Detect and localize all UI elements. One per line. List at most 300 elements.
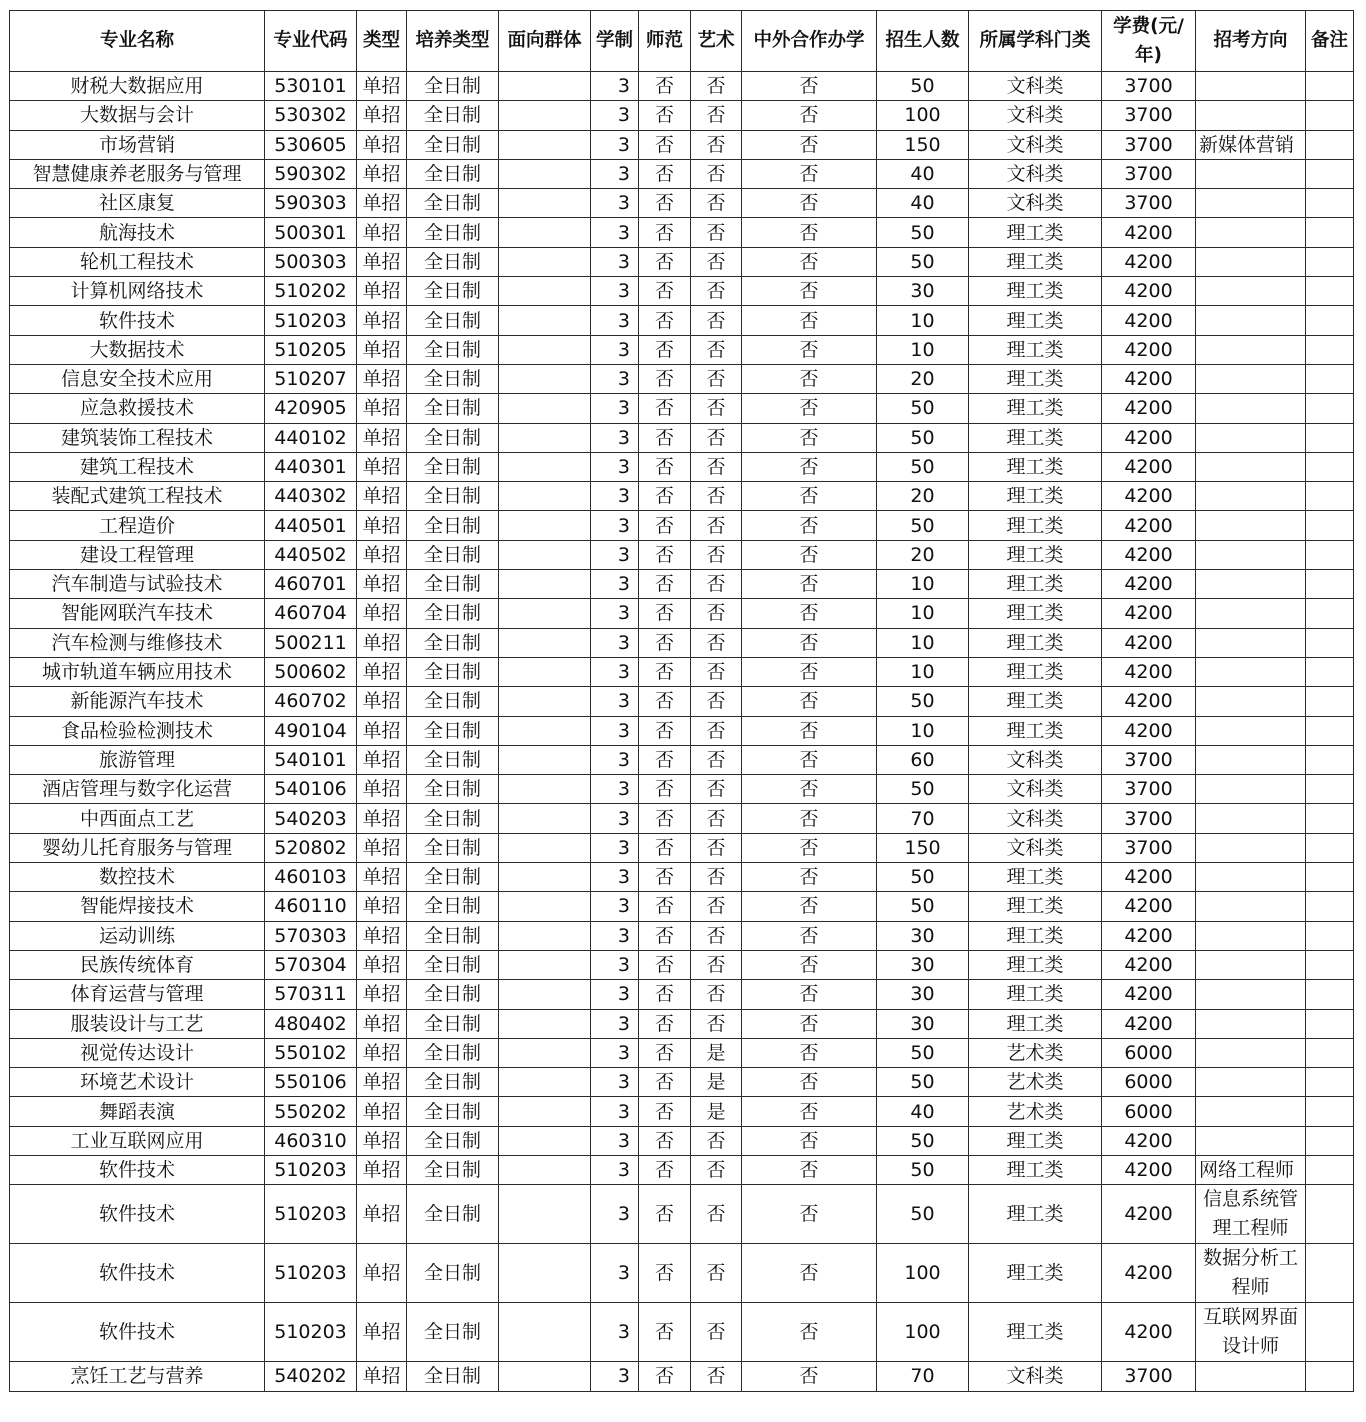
subject-category-cell: 文科类 [969,1362,1102,1391]
major-code-cell: 500303 [265,247,357,276]
study-years-cell: 3 [591,687,639,716]
major-code-cell: 530101 [265,72,357,101]
exam-direction-cell [1196,1038,1306,1067]
table-row [10,1303,1354,1362]
enrollment-count-cell: 50 [877,1155,969,1184]
normal-flag-cell: 否 [639,1244,691,1303]
table-row [10,452,1354,481]
table-row [10,1009,1354,1038]
sino-foreign-flag-cell: 否 [742,716,877,745]
art-flag-cell: 否 [691,628,742,657]
art-flag-cell: 否 [691,745,742,774]
enrollment-count-cell: 150 [877,130,969,159]
admission-type-cell: 单招 [357,1244,407,1303]
table-body [10,72,1354,1392]
sino-foreign-flag-cell: 否 [742,1185,877,1244]
note-cell [1306,247,1354,276]
table-row [10,716,1354,745]
art-flag-cell: 否 [691,511,742,540]
admission-type-cell: 单招 [357,130,407,159]
target-group-cell [499,980,591,1009]
admission-type-cell: 单招 [357,657,407,686]
exam-direction-cell: 数据分析工程师 [1196,1244,1306,1303]
exam-direction-cell [1196,745,1306,774]
major-name-cell: 智能焊接技术 [10,892,265,921]
subject-category-cell: 理工类 [969,657,1102,686]
sino-foreign-flag-cell: 否 [742,482,877,511]
target-group-cell [499,628,591,657]
exam-direction-cell [1196,452,1306,481]
sino-foreign-flag-cell: 否 [742,1303,877,1362]
study-years-cell: 3 [591,394,639,423]
study-mode-cell: 全日制 [407,980,499,1009]
target-group-cell [499,716,591,745]
major-name-cell: 数控技术 [10,863,265,892]
sino-foreign-flag-cell: 否 [742,687,877,716]
tuition-fee-cell: 4200 [1102,511,1196,540]
admission-type-cell: 单招 [357,364,407,393]
enrollment-count-cell: 40 [877,159,969,188]
exam-direction-cell [1196,628,1306,657]
sino-foreign-flag-cell: 否 [742,775,877,804]
normal-flag-cell: 否 [639,394,691,423]
major-code-cell: 440501 [265,511,357,540]
study-mode-cell: 全日制 [407,833,499,862]
major-name-cell: 市场营销 [10,130,265,159]
tuition-fee-cell: 4200 [1102,570,1196,599]
subject-category-cell: 文科类 [969,745,1102,774]
exam-direction-cell [1196,306,1306,335]
enrollment-count-cell: 50 [877,72,969,101]
study-mode-cell: 全日制 [407,921,499,950]
table-row [10,394,1354,423]
tuition-fee-cell: 4200 [1102,364,1196,393]
major-code-cell: 510203 [265,1244,357,1303]
normal-flag-cell: 否 [639,1155,691,1184]
note-cell [1306,570,1354,599]
art-flag-cell: 否 [691,277,742,306]
admission-type-cell: 单招 [357,72,407,101]
target-group-cell [499,892,591,921]
major-code-cell: 530605 [265,130,357,159]
enrollment-count-cell: 100 [877,101,969,130]
major-code-cell: 530302 [265,101,357,130]
admission-type-cell: 单招 [357,1068,407,1097]
art-flag-cell: 否 [691,863,742,892]
major-code-cell: 440102 [265,423,357,452]
tuition-fee-cell: 3700 [1102,189,1196,218]
header-row [10,11,1354,72]
study-mode-cell: 全日制 [407,159,499,188]
admission-type-cell: 单招 [357,863,407,892]
enrollment-count-cell: 70 [877,804,969,833]
note-cell [1306,863,1354,892]
tuition-fee-cell: 3700 [1102,1362,1196,1391]
normal-flag-cell: 否 [639,892,691,921]
study-years-cell: 3 [591,364,639,393]
normal-flag-cell: 否 [639,1068,691,1097]
note-cell [1306,101,1354,130]
enrollment-count-cell: 50 [877,687,969,716]
tuition-fee-cell: 6000 [1102,1068,1196,1097]
art-flag-cell: 否 [691,1362,742,1391]
major-code-cell: 590303 [265,189,357,218]
normal-flag-cell: 否 [639,101,691,130]
art-flag-cell: 否 [691,1185,742,1244]
note-cell [1306,599,1354,628]
subject-category-cell: 理工类 [969,950,1102,979]
table-row [10,423,1354,452]
target-group-cell [499,1155,591,1184]
major-name-cell: 信息安全技术应用 [10,364,265,393]
admission-type-cell: 单招 [357,1303,407,1362]
major-name-cell: 工程造价 [10,511,265,540]
admission-type-cell: 单招 [357,540,407,569]
col-sino-foreign-header: 中外合作办学 [742,11,877,72]
study-years-cell: 3 [591,599,639,628]
study-mode-cell: 全日制 [407,423,499,452]
major-code-cell: 460701 [265,570,357,599]
art-flag-cell: 否 [691,452,742,481]
major-code-cell: 540101 [265,745,357,774]
admission-type-cell: 单招 [357,599,407,628]
major-name-cell: 建设工程管理 [10,540,265,569]
study-mode-cell: 全日制 [407,570,499,599]
table-row [10,599,1354,628]
study-mode-cell: 全日制 [407,1244,499,1303]
subject-category-cell: 理工类 [969,980,1102,1009]
study-mode-cell: 全日制 [407,804,499,833]
table-row [10,980,1354,1009]
major-name-cell: 运动训练 [10,921,265,950]
tuition-fee-cell: 4200 [1102,1126,1196,1155]
note-cell [1306,511,1354,540]
exam-direction-cell [1196,482,1306,511]
note-cell [1306,364,1354,393]
tuition-fee-cell: 3700 [1102,130,1196,159]
art-flag-cell: 否 [691,159,742,188]
table-row [10,804,1354,833]
col-direction-header: 招考方向 [1196,11,1306,72]
study-mode-cell: 全日制 [407,1009,499,1038]
table-row [10,1068,1354,1097]
enrollment-count-cell: 30 [877,277,969,306]
target-group-cell [499,657,591,686]
exam-direction-cell [1196,511,1306,540]
study-years-cell: 3 [591,804,639,833]
enrollment-count-cell: 50 [877,1068,969,1097]
normal-flag-cell: 否 [639,482,691,511]
note-cell [1306,130,1354,159]
exam-direction-cell [1196,570,1306,599]
sino-foreign-flag-cell: 否 [742,628,877,657]
target-group-cell [499,1068,591,1097]
target-group-cell [499,394,591,423]
art-flag-cell: 否 [691,72,742,101]
sino-foreign-flag-cell: 否 [742,599,877,628]
major-code-cell: 520802 [265,833,357,862]
table-row [10,745,1354,774]
tuition-fee-cell: 3700 [1102,775,1196,804]
note-cell [1306,892,1354,921]
col-major-code-header: 专业代码 [265,11,357,72]
major-name-cell: 婴幼儿托育服务与管理 [10,833,265,862]
tuition-fee-cell: 3700 [1102,804,1196,833]
note-cell [1306,833,1354,862]
normal-flag-cell: 否 [639,921,691,950]
major-code-cell: 460702 [265,687,357,716]
study-years-cell: 3 [591,921,639,950]
note-cell [1306,1362,1354,1391]
table-row [10,306,1354,335]
note-cell [1306,716,1354,745]
major-name-cell: 旅游管理 [10,745,265,774]
admission-type-cell: 单招 [357,482,407,511]
tuition-fee-cell: 4200 [1102,921,1196,950]
sino-foreign-flag-cell: 否 [742,1362,877,1391]
major-name-cell: 财税大数据应用 [10,72,265,101]
sino-foreign-flag-cell: 否 [742,745,877,774]
normal-flag-cell: 否 [639,687,691,716]
tuition-fee-cell: 4200 [1102,540,1196,569]
subject-category-cell: 理工类 [969,863,1102,892]
note-cell [1306,277,1354,306]
exam-direction-cell [1196,1009,1306,1038]
table-row [10,833,1354,862]
admission-type-cell: 单招 [357,628,407,657]
note-cell [1306,628,1354,657]
study-mode-cell: 全日制 [407,1362,499,1391]
target-group-cell [499,247,591,276]
target-group-cell [499,1185,591,1244]
major-code-cell: 460103 [265,863,357,892]
major-name-cell: 汽车检测与维修技术 [10,628,265,657]
admission-type-cell: 单招 [357,892,407,921]
target-group-cell [499,130,591,159]
enrollment-count-cell: 20 [877,540,969,569]
major-name-cell: 软件技术 [10,1155,265,1184]
study-mode-cell: 全日制 [407,364,499,393]
target-group-cell [499,189,591,218]
tuition-fee-cell: 4200 [1102,687,1196,716]
study-years-cell: 3 [591,1097,639,1126]
study-mode-cell: 全日制 [407,1126,499,1155]
table-row [10,921,1354,950]
target-group-cell [499,423,591,452]
major-name-cell: 装配式建筑工程技术 [10,482,265,511]
art-flag-cell: 否 [691,921,742,950]
normal-flag-cell: 否 [639,277,691,306]
admission-type-cell: 单招 [357,159,407,188]
study-mode-cell: 全日制 [407,72,499,101]
target-group-cell [499,335,591,364]
major-code-cell: 510203 [265,306,357,335]
admission-type-cell: 单招 [357,1185,407,1244]
study-years-cell: 3 [591,423,639,452]
normal-flag-cell: 否 [639,159,691,188]
tuition-fee-cell: 4200 [1102,423,1196,452]
normal-flag-cell: 否 [639,189,691,218]
normal-flag-cell: 否 [639,1185,691,1244]
note-cell [1306,423,1354,452]
table-row [10,482,1354,511]
art-flag-cell: 否 [691,1126,742,1155]
subject-category-cell: 理工类 [969,599,1102,628]
study-mode-cell: 全日制 [407,599,499,628]
table-row [10,218,1354,247]
admission-type-cell: 单招 [357,1009,407,1038]
major-code-cell: 500301 [265,218,357,247]
major-code-cell: 540203 [265,804,357,833]
col-type-header: 类型 [357,11,407,72]
major-code-cell: 550102 [265,1038,357,1067]
study-mode-cell: 全日制 [407,306,499,335]
study-years-cell: 3 [591,980,639,1009]
study-mode-cell: 全日制 [407,1038,499,1067]
target-group-cell [499,511,591,540]
table-row [10,247,1354,276]
sino-foreign-flag-cell: 否 [742,1097,877,1126]
study-mode-cell: 全日制 [407,101,499,130]
table-row [10,775,1354,804]
normal-flag-cell: 否 [639,335,691,364]
major-name-cell: 大数据与会计 [10,101,265,130]
target-group-cell [499,1362,591,1391]
tuition-fee-cell: 4200 [1102,1155,1196,1184]
enrollment-count-cell: 10 [877,599,969,628]
exam-direction-cell [1196,716,1306,745]
normal-flag-cell: 否 [639,863,691,892]
major-name-cell: 软件技术 [10,1185,265,1244]
enrollment-count-cell: 30 [877,1009,969,1038]
normal-flag-cell: 否 [639,833,691,862]
col-category-header: 所属学科门类 [969,11,1102,72]
tuition-fee-cell: 4200 [1102,892,1196,921]
exam-direction-cell [1196,833,1306,862]
tuition-fee-cell: 4200 [1102,1244,1196,1303]
sino-foreign-flag-cell: 否 [742,335,877,364]
exam-direction-cell [1196,775,1306,804]
enrollment-count-cell: 10 [877,570,969,599]
admission-type-cell: 单招 [357,1362,407,1391]
sino-foreign-flag-cell: 否 [742,306,877,335]
enrollment-count-cell: 50 [877,1126,969,1155]
study-years-cell: 3 [591,482,639,511]
study-mode-cell: 全日制 [407,511,499,540]
sino-foreign-flag-cell: 否 [742,159,877,188]
art-flag-cell: 否 [691,657,742,686]
major-name-cell: 软件技术 [10,306,265,335]
target-group-cell [499,306,591,335]
study-years-cell: 3 [591,716,639,745]
table-row [10,130,1354,159]
tuition-fee-cell: 4200 [1102,1185,1196,1244]
exam-direction-cell [1196,892,1306,921]
major-name-cell: 体育运营与管理 [10,980,265,1009]
major-code-cell: 500602 [265,657,357,686]
target-group-cell [499,452,591,481]
enrollment-count-cell: 50 [877,452,969,481]
study-years-cell: 3 [591,892,639,921]
art-flag-cell: 否 [691,130,742,159]
major-code-cell: 570311 [265,980,357,1009]
art-flag-cell: 否 [691,247,742,276]
subject-category-cell: 理工类 [969,1126,1102,1155]
admission-type-cell: 单招 [357,1038,407,1067]
normal-flag-cell: 否 [639,423,691,452]
exam-direction-cell [1196,247,1306,276]
subject-category-cell: 艺术类 [969,1038,1102,1067]
enrollment-count-cell: 30 [877,950,969,979]
enrollment-count-cell: 150 [877,833,969,862]
major-name-cell: 工业互联网应用 [10,1126,265,1155]
target-group-cell [499,804,591,833]
study-mode-cell: 全日制 [407,863,499,892]
enrollment-count-cell: 70 [877,1362,969,1391]
note-cell [1306,72,1354,101]
study-years-cell: 3 [591,745,639,774]
study-years-cell: 3 [591,1009,639,1038]
sino-foreign-flag-cell: 否 [742,1155,877,1184]
exam-direction-cell: 网络工程师 [1196,1155,1306,1184]
study-mode-cell: 全日制 [407,775,499,804]
art-flag-cell: 否 [691,1155,742,1184]
admission-type-cell: 单招 [357,1097,407,1126]
major-code-cell: 440502 [265,540,357,569]
major-name-cell: 社区康复 [10,189,265,218]
enrollment-count-cell: 50 [877,511,969,540]
sino-foreign-flag-cell: 否 [742,364,877,393]
major-code-cell: 590302 [265,159,357,188]
target-group-cell [499,540,591,569]
study-years-cell: 3 [591,1155,639,1184]
exam-direction-cell [1196,1362,1306,1391]
study-years-cell: 3 [591,452,639,481]
enrollment-count-cell: 50 [877,775,969,804]
exam-direction-cell: 新媒体营销 [1196,130,1306,159]
study-years-cell: 3 [591,511,639,540]
table-row [10,1155,1354,1184]
major-name-cell: 计算机网络技术 [10,277,265,306]
art-flag-cell: 否 [691,1303,742,1362]
admission-type-cell: 单招 [357,511,407,540]
study-years-cell: 3 [591,306,639,335]
admission-type-cell: 单招 [357,452,407,481]
note-cell [1306,540,1354,569]
study-years-cell: 3 [591,1362,639,1391]
subject-category-cell: 理工类 [969,423,1102,452]
exam-direction-cell [1196,335,1306,364]
enrollment-count-cell: 50 [877,423,969,452]
major-name-cell: 软件技术 [10,1244,265,1303]
exam-direction-cell [1196,1126,1306,1155]
major-code-cell: 510202 [265,277,357,306]
study-years-cell: 3 [591,1068,639,1097]
enrollment-count-cell: 50 [877,218,969,247]
subject-category-cell: 文科类 [969,72,1102,101]
art-flag-cell: 否 [691,1009,742,1038]
exam-direction-cell [1196,159,1306,188]
study-years-cell: 3 [591,1303,639,1362]
subject-category-cell: 艺术类 [969,1068,1102,1097]
tuition-fee-cell: 6000 [1102,1097,1196,1126]
study-years-cell: 3 [591,628,639,657]
admission-type-cell: 单招 [357,950,407,979]
subject-category-cell: 理工类 [969,394,1102,423]
sino-foreign-flag-cell: 否 [742,570,877,599]
major-name-cell: 视觉传达设计 [10,1038,265,1067]
target-group-cell [499,745,591,774]
